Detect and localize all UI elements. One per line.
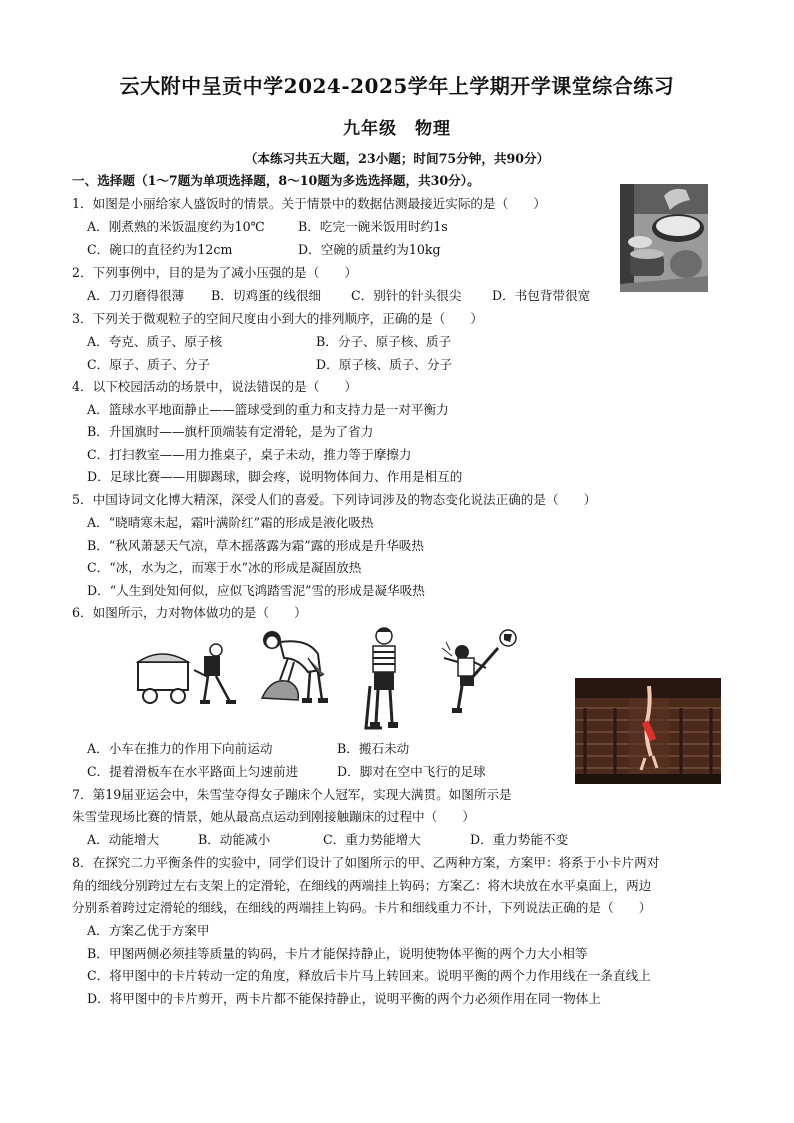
question-8-option-d: D．将甲图中的卡片剪开，两卡片都不能保持静止，说明平衡的两个力必须作用在同一物体上: [87, 991, 601, 1006]
question-4-option-b: B．升国旗时——旗杆顶端装有定滑轮，是为了省力: [87, 424, 374, 439]
question-3-option-c: C．原子、质子、分子: [87, 357, 210, 372]
question-8-stem-cont-2: 分别系着跨过定滑轮的细线，在细线的两端挂上钩码。卡片和细线重力不计，下列说法正确的是（ ）: [72, 900, 652, 915]
question-1-stem: 1．如图是小丽给家人盛饭时的情景。关于情景中的数据估测最接近实际的是（ ）: [72, 196, 546, 211]
question-6-option-d: D．脚对在空中飞行的足球: [337, 764, 486, 779]
question-8-option-c: C．将甲图中的卡片转动一定的角度，释放后卡片马上转回来。说明平衡的两个力作用线在一条直线上: [87, 968, 651, 983]
question-8-stem: 8．在探究二力平衡条件的实验中，同学们设计了如图所示的甲、乙两种方案，方案甲：将系于小卡片两对: [72, 855, 660, 870]
question-4-stem: 4．以下校园活动的场景中，说法错误的是（ ）: [72, 379, 358, 394]
question-6-stem: 6．如图所示，力对物体做功的是（ ）: [72, 605, 307, 620]
question-4-option-d: D．足球比赛——用脚踢球，脚会疼，说明物体间力、作用是相互的: [87, 469, 463, 484]
question-6-option-b: B．搬石未动: [337, 741, 410, 756]
question-1-option-d: D．空碗的质量约为10kg: [298, 242, 441, 257]
q6-figure-carrying-scooter: [360, 626, 408, 734]
question-1-option-a: A．刚煮熟的米饭温度约为10℃: [87, 219, 265, 234]
question-4-option-c: C．打扫教室——用力推桌子，桌子未动，推力等于摩擦力: [87, 447, 412, 462]
question-6-option-a: A．小车在推力的作用下向前运动: [87, 741, 273, 756]
question-5-option-d: D．“人生到处知何似，应似飞鸿踏雪泥”雪的形成是凝华吸热: [87, 583, 425, 598]
question-8-option-a: A．方案乙优于方案甲: [87, 923, 210, 938]
question-5-option-a: A．“晓晴寒未起，霜叶满阶红”霜的形成是液化吸热: [87, 515, 374, 530]
question-7-stem: 7．第19届亚运会中，朱雪莹夺得女子蹦床个人冠军，实现大满贯。如图所示是: [72, 787, 512, 802]
question-8-option-b: B．甲图两侧必须挂等质量的钩码，卡片才能保持静止，说明使物体平衡的两个力大小相等: [87, 946, 588, 961]
question-5-option-c: C．“冰，水为之，而寒于水”冰的形成是凝固放热: [87, 560, 362, 575]
question-7-option-b: B．动能减小: [198, 832, 271, 847]
question-7-option-c: C．重力势能增大: [323, 832, 421, 847]
question-2-option-d: D．书包背带很宽: [492, 288, 591, 303]
q6-figure-kicking-football: [432, 628, 518, 720]
question-3-stem: 3．下列关于微观粒子的空间尺度由小到大的排列顺序，正确的是（ ）: [72, 311, 484, 326]
question-2-option-a: A．刀刃磨得很薄: [87, 288, 185, 303]
section-heading: 一、选择题（1～7题为单项选择题，8～10题为多选选择题，共30分）。: [72, 173, 480, 188]
question-7-stem-cont: 朱雪莹现场比赛的情景，她从最高点运动到刚接触蹦床的过程中（ ）: [72, 809, 475, 824]
question-1-option-b: B．吃完一碗米饭用时约1s: [298, 219, 448, 234]
question-3-option-a: A．夸克、质子、原子核: [87, 334, 223, 349]
question-3-option-b: B．分子、原子核、质子: [316, 334, 452, 349]
question-2-option-b: B．切鸡蛋的线很细: [211, 288, 322, 303]
exam-title: 云大附中呈贡中学2024-2025学年上学期开学课堂综合练习: [119, 74, 675, 98]
question-7-option-a: A．动能增大: [87, 832, 160, 847]
question-6-option-c: C．提着滑板车在水平路面上匀速前进: [87, 764, 299, 779]
question-1-option-c: C．碗口的直径约为12cm: [87, 242, 233, 257]
question-5-stem: 5．中国诗词文化博大精深，深受人们的喜爱。下列诗词涉及的物态变化说法正确的是（ ）: [72, 492, 597, 507]
rice-serving-photo: [620, 184, 708, 292]
q6-figure-moving-stone: [258, 628, 330, 708]
q6-figure-pushing-cart: [134, 640, 246, 708]
question-2-stem: 2．下列事例中，目的是为了减小压强的是（ ）: [72, 265, 358, 280]
question-8-stem-cont-1: 角的细线分别跨过左右支架上的定滑轮，在细线的两端挂上钩码；方案乙：将木块放在水平桌面上，两边: [72, 878, 652, 893]
question-5-option-b: B．“秋风萧瑟天气凉，草木摇落露为霜”露的形成是升华吸热: [87, 538, 424, 553]
question-7-option-d: D．重力势能不变: [470, 832, 569, 847]
question-2-option-c: C．别针的针头很尖: [351, 288, 462, 303]
question-4-option-a: A．篮球水平地面静止——篮球受到的重力和支持力是一对平衡力: [87, 402, 449, 417]
trampoline-athlete-photo: [575, 678, 721, 784]
exam-instruction: （本练习共五大题，23小题；时间75分钟，共90分）: [244, 151, 550, 166]
exam-subtitle: 九年级 物理: [343, 119, 451, 139]
question-3-option-d: D．原子核、质子、分子: [316, 357, 453, 372]
